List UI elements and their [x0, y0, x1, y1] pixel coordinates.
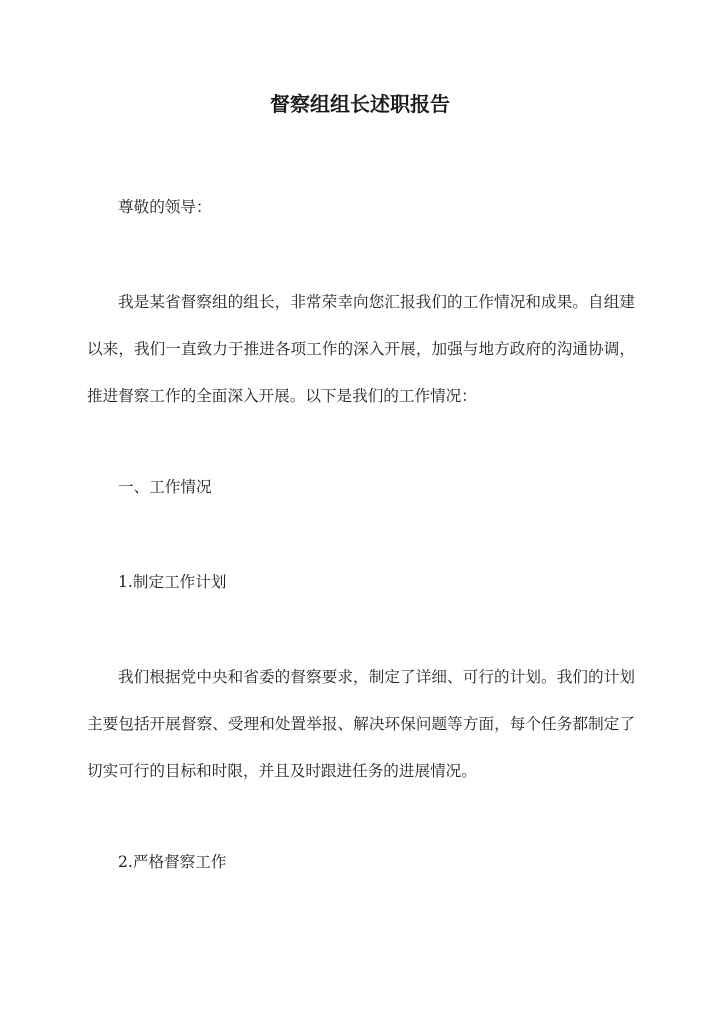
section-heading-work-status: 一、工作情况: [118, 478, 212, 496]
intro-paragraph: 我是某省督察组的组长，非常荣幸向您汇报我们的工作情况和成果。自组建以来，我们一直致力于推进各项工作的深入开展，加强与地方政府的沟通协调，推进督察工作的全面深入开展。以下是我们的工作情况：: [87, 293, 635, 405]
subsection-heading-work-plan: 1.制定工作计划: [118, 573, 227, 591]
document-title: 督察组组长述职报告: [270, 92, 450, 116]
subsection-heading-strict-supervision: 2.严格督察工作: [118, 853, 227, 871]
work-plan-paragraph: 我们根据党中央和省委的督察要求，制定了详细、可行的计划。我们的计划主要包括开展督察、受理和处置举报、解决环保问题等方面，每个任务都制定了切实可行的目标和时限，并且及时跟进任务的进展情况。: [87, 668, 635, 780]
salutation: 尊敬的领导：: [118, 198, 212, 216]
